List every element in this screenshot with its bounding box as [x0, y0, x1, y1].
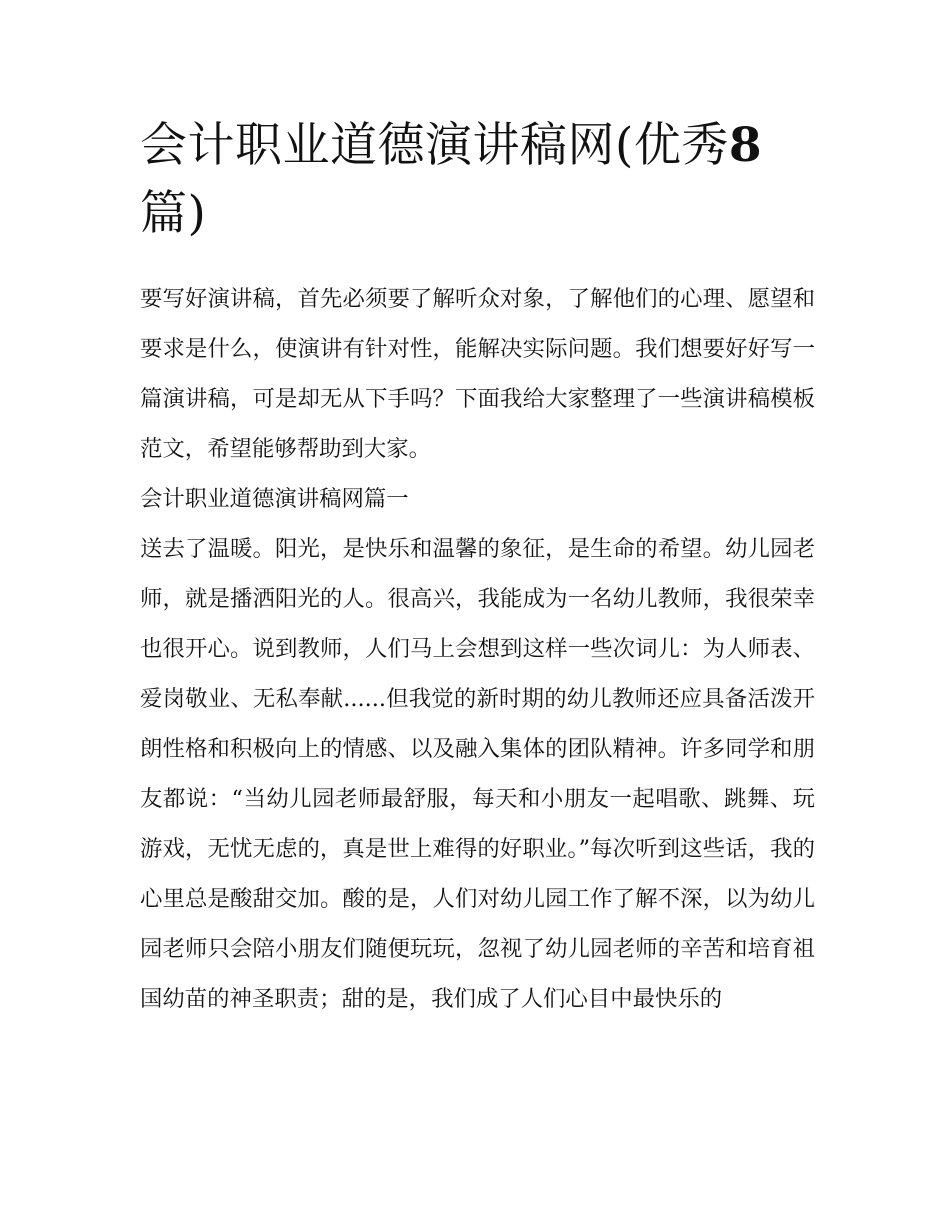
intro-paragraph: 要写好演讲稿，首先必须要了解听众对象，了解他们的心理、愿望和要求是什么，使演讲有针对性，能解决实际问题。我们想要好好写一篇演讲稿，可是却无从下手吗？下面我给大家整理了一些演讲稿模板范文，希望能够帮助到大家。 [140, 286, 815, 462]
section-heading: 会计职业道德演讲稿网篇一 [140, 486, 409, 512]
article-paragraph: 送去了温暖。阳光，是快乐和温馨的象征，是生命的希望。幼儿园老师，就是播洒阳光的人。很高兴，我能成为一名幼儿教师，我很荣幸也很开心。说到教师，人们马上会想到这样一些次词儿：为人师表、爱岗敬业、无私奉献......但我觉的新时期的幼儿教师还应具备活泼开朗性格和积极向上的情感、以及融入集体的团队精神。许多同学和朋友都说：“当幼儿园老师最舒服，每天和小朋友一起唱歌、跳舞、玩游戏，无忧无虑的，真是世上难得的好职业。”每次听到这些话，我的心里总是酸甜交加。酸的是，人们对幼儿园工作了解不深，以为幼儿园老师只会陪小朋友们随便玩玩，忽视了幼儿园老师的辛苦和培育祖国幼苗的神圣职责；甜的是，我们成了人们心目中最快乐的 [140, 536, 815, 1012]
title-text-continued: 篇) [140, 186, 207, 241]
title-text: 会计职业道德演讲稿网(优秀 [140, 118, 729, 173]
title-number: 8 [728, 118, 763, 173]
document-page [140, 112, 815, 1024]
document-title [140, 112, 815, 248]
